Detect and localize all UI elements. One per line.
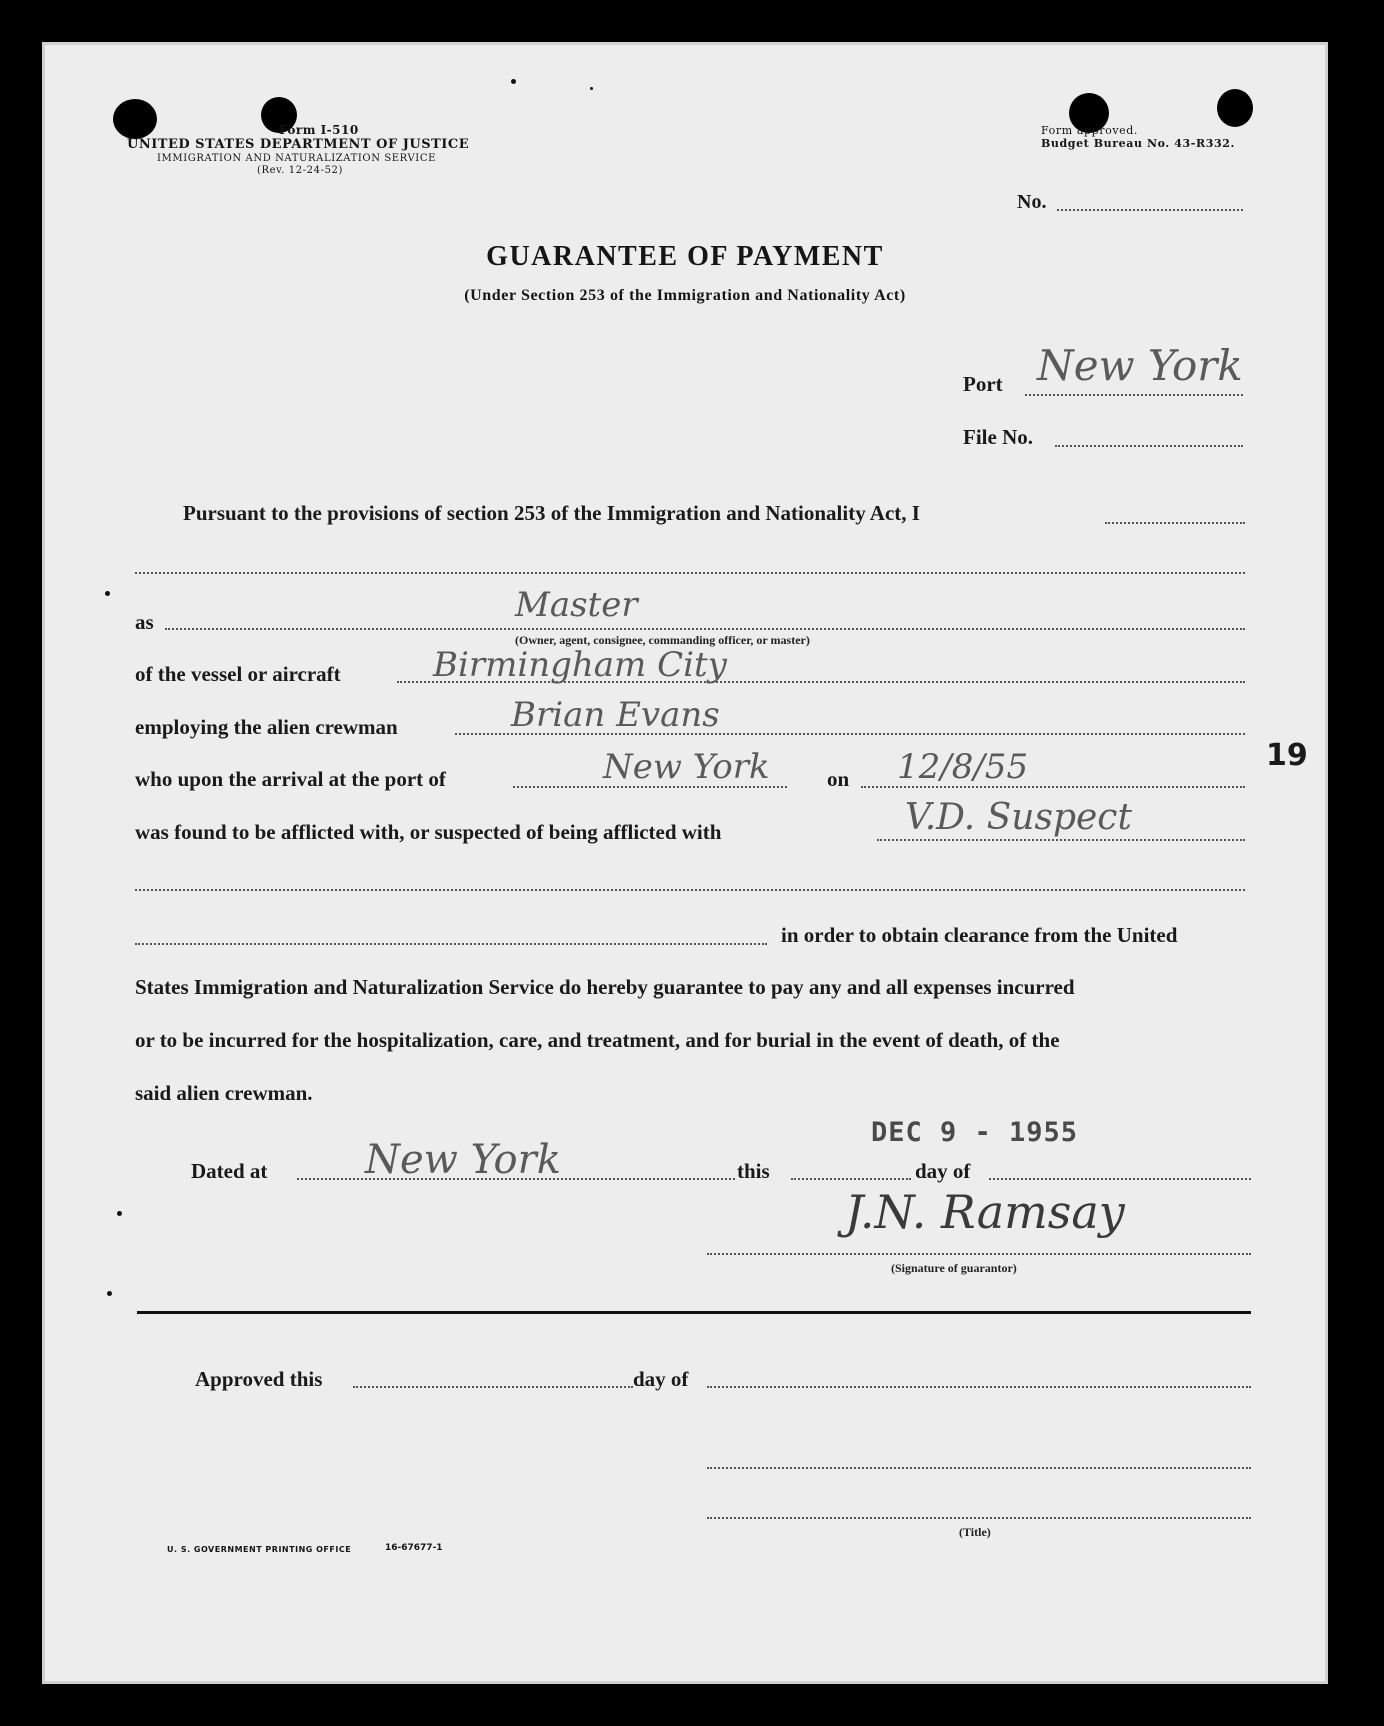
guarantor-name-line (1105, 522, 1245, 524)
as-label: as (135, 610, 154, 634)
paragraph-line-3: said alien crewman. (135, 1081, 313, 1105)
arrival-port-value: New York (603, 747, 770, 787)
dated-day-line (791, 1178, 911, 1180)
crewman-value: Brian Evans (511, 695, 720, 735)
afflicted-line-2 (135, 889, 1245, 891)
printer-credit: U. S. GOVERNMENT PRINTING OFFICE (167, 1545, 352, 1554)
approved-day-line (353, 1386, 633, 1388)
printer-code: 16-67677-1 (385, 1543, 443, 1553)
clearance-line (135, 943, 767, 945)
signature-line (707, 1253, 1251, 1255)
as-line (165, 628, 1245, 630)
guarantor-name-line-2 (135, 572, 1245, 574)
title-caption: (Title) (959, 1525, 991, 1539)
guarantor-signature: J.N. Ramsay (845, 1185, 1125, 1239)
vessel-label: of the vessel or aircraft (135, 662, 341, 686)
date-stamp: DEC 9 - 1955 (871, 1117, 1079, 1148)
approver-signature-line (707, 1467, 1251, 1469)
intro-text: Pursuant to the provisions of section 253 of the Immigration and Nationality Act, I (183, 501, 920, 525)
arrival-date-value: 12/8/55 (897, 747, 1029, 787)
approver-title-line (707, 1517, 1251, 1519)
speck (590, 87, 593, 90)
dated-month-line (989, 1178, 1251, 1180)
department-name: UNITED STATES DEPARTMENT OF JUSTICE (127, 137, 470, 152)
day-of-label: day of (915, 1159, 971, 1183)
vessel-value: Birmingham City (433, 645, 727, 685)
budget-bureau: Budget Bureau No. 43-R332. (1041, 137, 1235, 150)
paragraph-line-2: or to be incurred for the hospitalization, care, and treatment, and for burial in the event of death, of the (135, 1028, 1060, 1052)
form-number: Form I-510 (279, 123, 359, 137)
file-no-label: File No. (963, 425, 1033, 449)
service-name: IMMIGRATION AND NATURALIZATION SERVICE (157, 153, 436, 164)
dated-place-value: New York (365, 1137, 561, 1183)
form-subtitle: (Under Section 253 of the Immigration and Nationality Act) (464, 287, 906, 304)
as-value: Master (515, 585, 638, 625)
signature-caption: (Signature of guarantor) (891, 1261, 1017, 1275)
crewman-label: employing the alien crewman (135, 715, 398, 739)
form-sheet (42, 42, 1328, 1684)
speck (117, 1211, 122, 1216)
approved-month-line (707, 1386, 1251, 1388)
port-line (1025, 394, 1243, 396)
form-title: GUARANTEE OF PAYMENT (486, 241, 884, 272)
arrival-label: who upon the arrival at the port of (135, 767, 446, 791)
form-revision: (Rev. 12-24-52) (257, 165, 344, 176)
form-no-line (1057, 209, 1243, 211)
port-label: Port (963, 372, 1003, 396)
clearance-text: in order to obtain clearance from the United (781, 923, 1178, 947)
as-caption: (Owner, agent, consignee, commanding officer, or master) (515, 633, 810, 647)
form-no-label: No. (1017, 191, 1047, 213)
approved-day-of-label: day of (633, 1367, 689, 1391)
approved-label: Approved this (195, 1367, 323, 1391)
dated-at-label: Dated at (191, 1159, 268, 1183)
speck (105, 591, 110, 596)
port-value: New York (1037, 341, 1243, 390)
paragraph-line-1: States Immigration and Naturalization Service do hereby guarantee to pay any and all expenses incurred (135, 975, 1075, 999)
file-no-line (1055, 445, 1243, 447)
this-label: this (737, 1159, 770, 1183)
speck (511, 79, 516, 84)
afflicted-label: was found to be afflicted with, or suspected of being afflicted with (135, 820, 722, 844)
afflicted-line (877, 839, 1245, 841)
punch-hole (113, 99, 157, 139)
section-divider (137, 1311, 1251, 1314)
margin-page-number: 19 (1266, 738, 1308, 773)
afflicted-value: V.D. Suspect (905, 797, 1132, 838)
form-approved: Form approved. (1041, 124, 1139, 137)
punch-hole (1217, 89, 1253, 127)
on-label: on (827, 767, 850, 791)
speck (107, 1291, 112, 1296)
